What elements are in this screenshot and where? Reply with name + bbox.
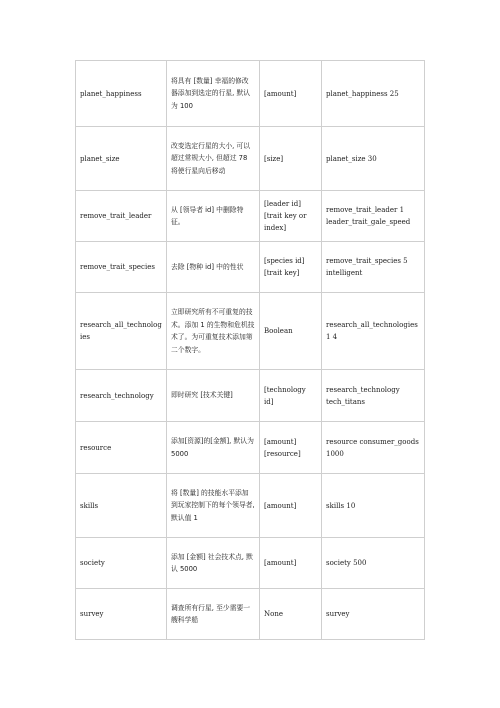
example-cell: planet_happiness 25	[322, 61, 425, 127]
table-row	[76, 61, 425, 127]
example-cell: remove_trait_species 5 intelligent	[322, 242, 425, 293]
arguments-cell: [leader id] [trait key or index]	[260, 191, 322, 242]
arguments-cell: None	[260, 589, 322, 640]
description-cell: 将具有 [数量] 幸福的修改器添加到选定的行星, 默认为 100	[167, 61, 260, 127]
command-cell: society	[76, 538, 167, 589]
table-row	[76, 474, 425, 538]
description-cell: 添加[资源]的[金额], 默认为 5000	[167, 422, 260, 474]
description-cell: 将 [数量] 的技能水平添加到玩家控制下的每个领导者, 默认值 1	[167, 474, 260, 538]
arguments-cell: Boolean	[260, 293, 322, 370]
example-cell: skills 10	[322, 474, 425, 538]
table-row	[76, 370, 425, 422]
table-row	[76, 422, 425, 474]
description-cell: 从 [领导者 id] 中删除特征。	[167, 191, 260, 242]
example-cell: survey	[322, 589, 425, 640]
example-cell: planet_size 30	[322, 127, 425, 191]
command-cell: planet_size	[76, 127, 167, 191]
commands-table	[75, 60, 425, 640]
table-row	[76, 293, 425, 370]
command-cell: remove_trait_leader	[76, 191, 167, 242]
command-cell: planet_happiness	[76, 61, 167, 127]
example-cell: resource consumer_goods 1000	[322, 422, 425, 474]
command-cell: remove_trait_species	[76, 242, 167, 293]
command-cell: research_all_technologies	[76, 293, 167, 370]
arguments-cell: [amount]	[260, 538, 322, 589]
arguments-cell: [size]	[260, 127, 322, 191]
command-cell: research_technology	[76, 370, 167, 422]
description-cell: 去除 [物种 id] 中的性状	[167, 242, 260, 293]
table-row	[76, 127, 425, 191]
description-cell: 即时研究 [技术关键]	[167, 370, 260, 422]
arguments-cell: [technology id]	[260, 370, 322, 422]
table-row	[76, 242, 425, 293]
table-row	[76, 191, 425, 242]
description-cell: 立即研究所有不可重复的技术。添加 1 的生物和危机技术了。为可重复技术添加第二个数字。	[167, 293, 260, 370]
example-cell: remove_trait_leader 1 leader_trait_gale_speed	[322, 191, 425, 242]
description-cell: 改变选定行星的大小, 可以超过常规大小, 但超过 78 将使行星向后移动	[167, 127, 260, 191]
arguments-cell: [amount]	[260, 474, 322, 538]
command-cell: resource	[76, 422, 167, 474]
example-cell: research_all_technologies 1 4	[322, 293, 425, 370]
table-row	[76, 538, 425, 589]
table-row	[76, 589, 425, 640]
command-cell: survey	[76, 589, 167, 640]
commands-table-body	[76, 61, 425, 640]
example-cell: society 500	[322, 538, 425, 589]
arguments-cell: [amount] [resource]	[260, 422, 322, 474]
example-cell: research_technology tech_titans	[322, 370, 425, 422]
arguments-cell: [species id] [trait key]	[260, 242, 322, 293]
command-cell: skills	[76, 474, 167, 538]
description-cell: 调查所有行星, 至少需要一艘科学船	[167, 589, 260, 640]
description-cell: 添加 [金额] 社会技术点, 默认 5000	[167, 538, 260, 589]
arguments-cell: [amount]	[260, 61, 322, 127]
